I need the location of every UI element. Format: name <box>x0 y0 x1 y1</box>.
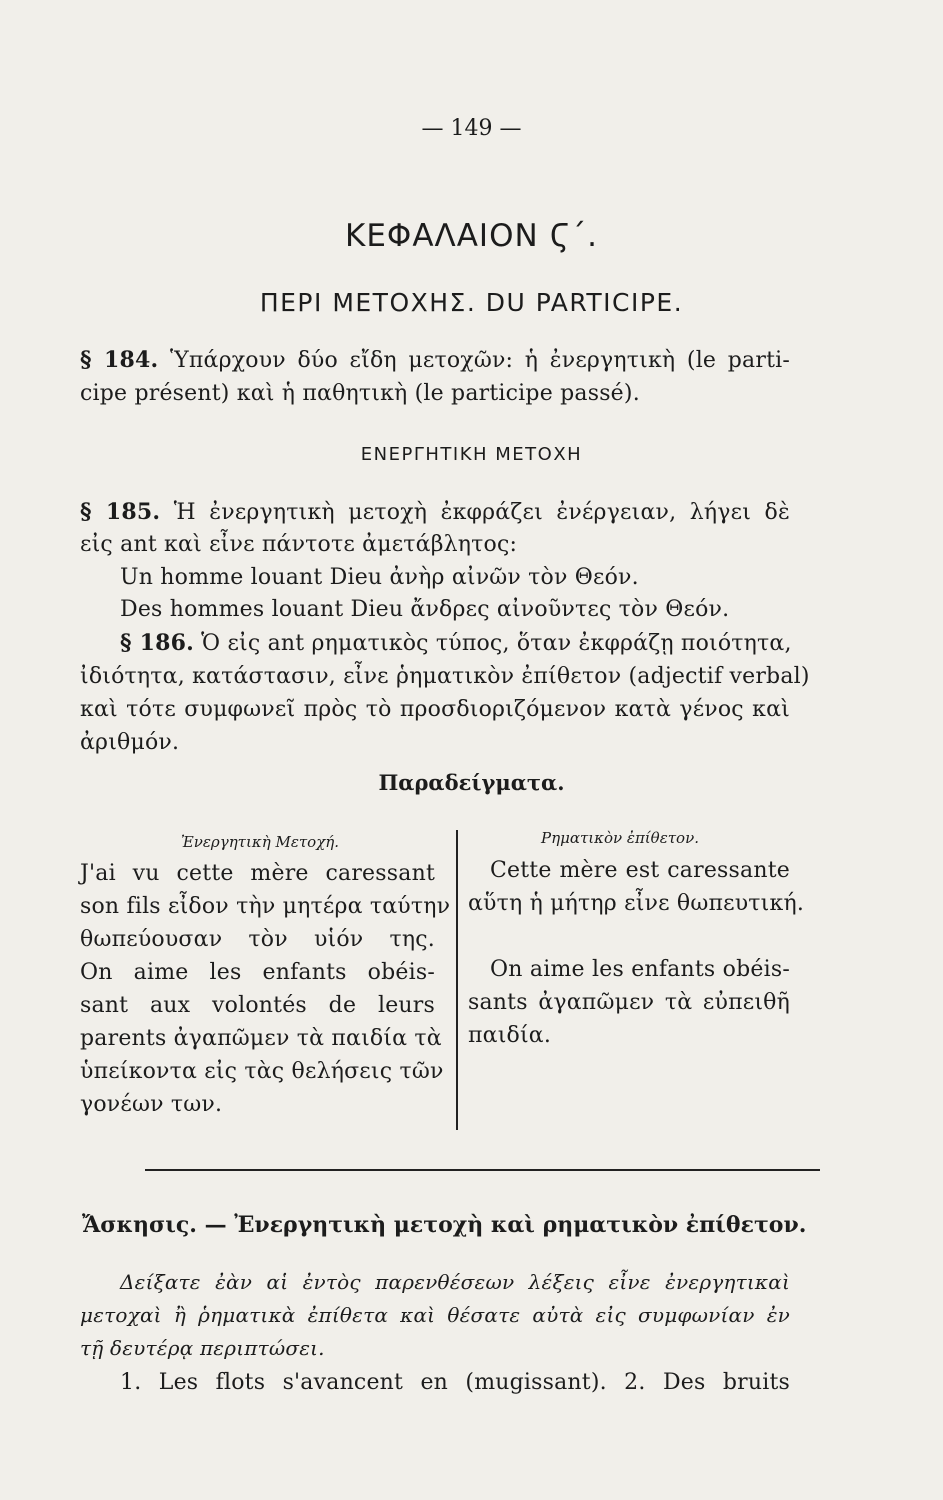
exercise-instruction-2: μετοχαὶ ἢ ῥηματικὰ ἐπίθετα καὶ θέσατε αὐτὰ εἰς συμφωνίαν ἐν <box>80 1303 790 1327</box>
section-185-line-1: § 185. Ἡ ἐνεργητικὴ μετοχὴ ἐκφράζει ἐνέργειαν, λήγει δὲ <box>80 499 790 525</box>
chapter-title: ΚΕΦΑΛΑΙΟΝ Ϛ΄. <box>345 218 598 254</box>
right-col-line: παιδία. <box>468 1023 552 1048</box>
left-col-line: parents ἀγαπῶμεν τὰ παιδία τὰ <box>80 1026 442 1051</box>
section-186-line-1: § 186. Ὁ εἰς ant ρηματικὸς τύπος, ὅταν ἐκφράζῃ ποιότητα, <box>120 630 792 656</box>
right-col-line: On aime les enfants obéis- <box>490 957 790 982</box>
section-186-number: § 186. <box>120 630 194 656</box>
section-186-line-3: καὶ τότε συμφωνεῖ πρὸς τὸ προσδιοριζόμενον κατὰ γένος καὶ <box>80 697 790 722</box>
exercise-instruction-1: Δείξατε ἐὰν αἱ ἐντὸς παρενθέσεων λέξεις εἶνε ἐνεργητικαὶ <box>120 1270 790 1294</box>
right-col-line: αὕτη ἡ μήτηρ εἶνε θωπευτική. <box>468 891 805 916</box>
section-186-line-4: ἀριθμόν. <box>80 730 180 755</box>
page-number: — 149 — <box>421 116 522 141</box>
right-col-line: Cette mère est caressante <box>490 858 790 883</box>
column-divider <box>456 830 458 1130</box>
example-1: Un homme louant Dieu ἀνὴρ αἰνῶν τὸν Θεόν. <box>120 565 639 590</box>
left-col-line: γονέων των. <box>80 1092 223 1117</box>
exercise-item-1: 1. Les flots s'avancent en (mugissant). 2. Des bruits <box>120 1370 790 1395</box>
left-column-header: Ἐνεργητικὴ Μετοχή. <box>180 833 340 851</box>
heading-active-participle: ΕΝΕΡΓΗΤΙΚΗ ΜΕΤΟΧΗ <box>360 444 583 465</box>
left-col-line: son fils εἶδον τὴν μητέρα ταύτην <box>80 894 451 919</box>
section-185-number: § 185. <box>80 499 161 525</box>
chapter-subtitle: ΠΕΡΙ ΜΕΤΟΧΗΣ. DU PARTICIPE. <box>259 288 684 317</box>
left-col-line: sant aux volontés de leurs <box>80 993 435 1018</box>
section-185-line-2: εἰς ant καὶ εἶνε πάντοτε ἀμετάβλητος: <box>80 532 518 557</box>
exercise-rule <box>145 1169 820 1171</box>
section-184-number: § 184. <box>80 347 159 373</box>
left-col-line: θωπεύουσαν τὸν υἱόν της. <box>80 927 435 952</box>
example-2: Des hommes louant Dieu ἄνδρες αἰνοῦντες τὸν Θεόν. <box>120 597 730 622</box>
section-184-line-2: cipe présent) καὶ ἡ παθητικὴ (le participe passé). <box>80 381 640 406</box>
left-col-line: On aime les enfants obéis- <box>80 960 435 985</box>
exercise-instruction-3: τῇ δευτέρᾳ περιπτώσει. <box>80 1336 325 1360</box>
left-col-line: J'ai vu cette mère caressant <box>80 861 435 886</box>
section-184-line-1: § 184. Ὑπάρχουν δύο εἴδη μετοχῶν: ἡ ἐνεργητικὴ (le parti- <box>80 347 790 373</box>
left-col-line: ὑπείκοντα εἰς τὰς θελήσεις τῶν <box>80 1059 444 1084</box>
examples-heading: Παραδείγματα. <box>378 770 565 795</box>
right-column-header: Ρηματικὸν ἐπίθετον. <box>541 829 699 847</box>
right-col-line: sants ἀγαπῶμεν τὰ εὐπειθῆ <box>468 990 790 1015</box>
section-186-line-2: ἰδιότητα, κατάστασιν, εἶνε ῥηματικὸν ἐπίθετον (adjectif verbal) <box>80 664 810 689</box>
exercise-title: Ἄσκησις. — Ἐνεργητικὴ μετοχὴ καὶ ρηματικὸν ἐπίθετον. <box>82 1212 807 1238</box>
